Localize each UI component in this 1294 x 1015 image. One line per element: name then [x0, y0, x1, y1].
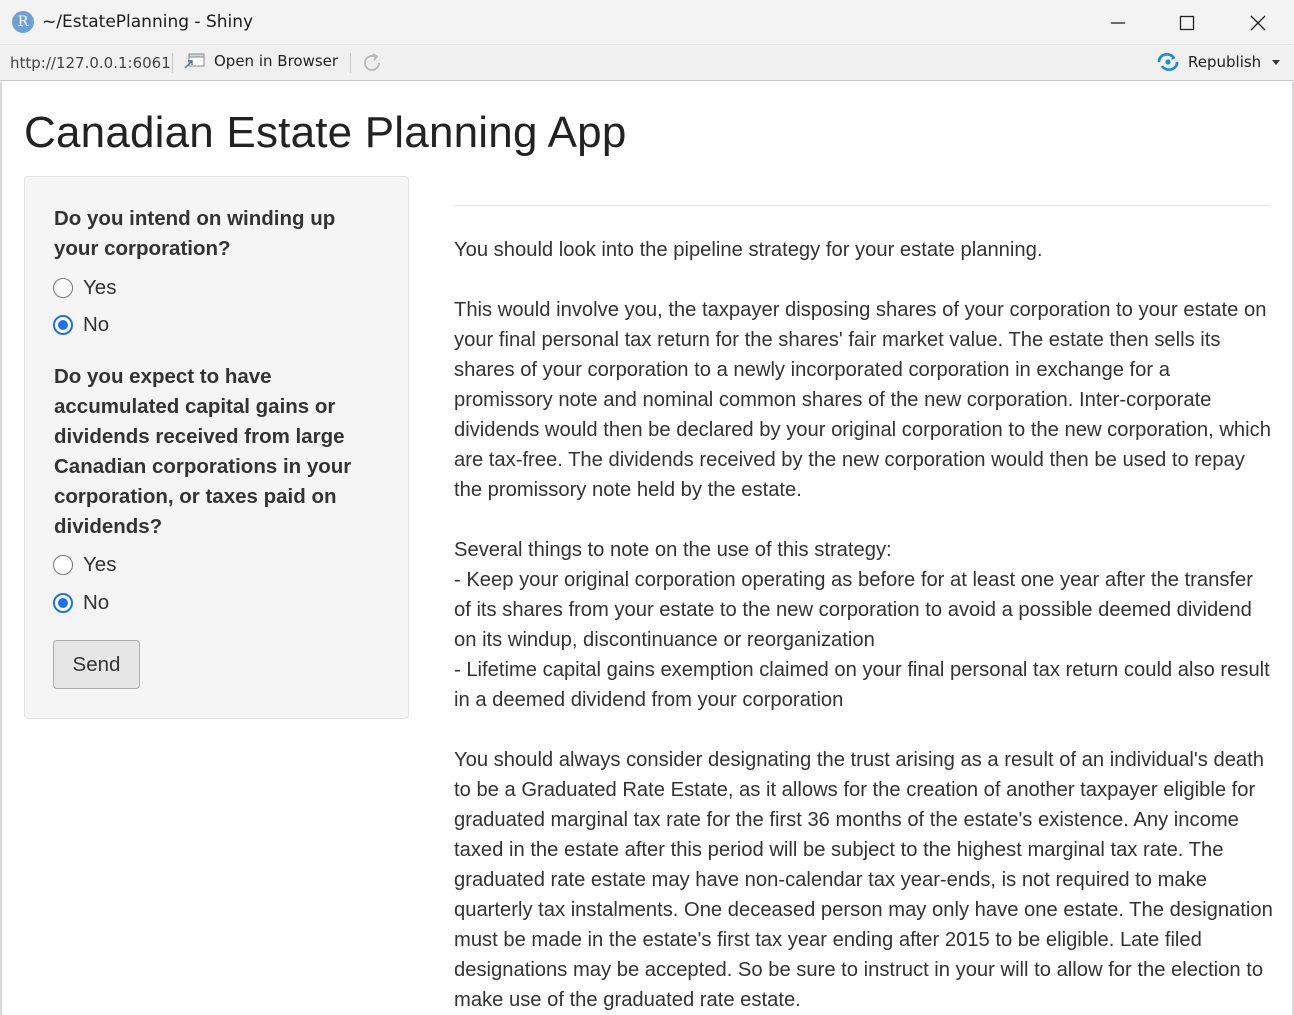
dropdown-caret-icon[interactable]	[1272, 60, 1280, 65]
open-in-browser-button[interactable]	[184, 52, 338, 70]
q1-option-yes[interactable]	[53, 276, 116, 300]
q1-yes-radio[interactable]	[53, 278, 73, 298]
q2-yes-radio[interactable]	[53, 555, 73, 575]
maximize-button[interactable]	[1153, 0, 1221, 45]
question-capital-gains-label: Do you expect to have accumulated capital gains or dividends received from large Canadian corporations in your corporation, or taxes paid on dividends?	[54, 365, 352, 538]
question-winding-up-label: Do you intend on winding up your corporation?	[54, 207, 336, 260]
q2-option-yes[interactable]	[53, 553, 116, 577]
toolbar-divider	[350, 53, 351, 73]
refresh-icon	[360, 51, 384, 75]
close-button[interactable]	[1224, 0, 1292, 45]
refresh-button[interactable]	[360, 51, 384, 79]
close-icon	[1250, 15, 1266, 31]
open-in-browser-label: Open in Browser	[214, 52, 339, 70]
main-divider	[454, 205, 1270, 206]
r-logo-icon: R	[12, 11, 34, 33]
q1-option-no[interactable]	[53, 313, 109, 337]
minimize-icon	[1110, 15, 1126, 31]
recommendation-output: You should look into the pipeline strategy for your estate planning. This would involve you, the taxpayer disposing shares of your corporation to your estate on your final personal tax return for the shares' fair market value. The estate then sells its shares of your corporation to a newly incorporated corporation in exchange for a promissory note and nominal common shares of the new corporation. Inter-corporate dividends would then be declared by your original corporation to the new corporation, which are tax-free. The dividends received by the new corporation would then be used to repay the promissory note held by the estate. Several things to note on the use of this strategy: - Keep your original corporation operating as before for at least one year after the transfer of its shares from your estate to the new corporation to avoid a possible deemed dividend on its windup, discontinuance or reorganization - Lifetime capital gains exemption claimed on your final personal tax return could also result in a deemed dividend from your corporation You should always consider designating the trust arising as a result of an individual's death to be a Graduated Rate Estate, as it allows for the creation of another taxpayer eligible for graduated marginal tax rate for the first 36 months of the estate's existence. Any income taxed in the estate after this period will be subject to the highest marginal tax rate. The graduated rate estate may have non-calendar tax year-ends, is not required to make quarterly tax instalments. One deceased person may only have one estate. The designation must be made in the estate's first tax year ending after 2015 to be eligible. Late filed designations may be accepted. So be sure to instruct in your will to allow for the election to make use of the graduated rate estate.	[454, 239, 1273, 1011]
republish-icon	[1156, 52, 1180, 72]
minimize-button[interactable]	[1084, 0, 1152, 45]
q1-yes-label: Yes	[83, 276, 117, 299]
open-in-browser-icon	[184, 52, 206, 70]
q2-yes-label: Yes	[83, 553, 117, 576]
toolbar-divider	[172, 53, 173, 73]
send-button[interactable]: Send	[53, 640, 140, 689]
viewer-toolbar	[0, 45, 1294, 81]
republish-label: Republish	[1188, 53, 1262, 71]
q2-no-label: No	[83, 591, 110, 614]
window-title: ~/EstatePlanning - Shiny	[42, 12, 254, 32]
window-titlebar	[0, 0, 1294, 45]
url-display: http://127.0.0.1:6061	[10, 54, 171, 72]
page-title: Canadian Estate Planning App	[24, 108, 627, 157]
q2-no-radio[interactable]	[53, 593, 73, 613]
maximize-icon	[1179, 15, 1195, 31]
viewer-left-edge	[0, 82, 2, 1015]
q1-no-radio[interactable]	[53, 315, 73, 335]
republish-button[interactable]	[1156, 52, 1261, 72]
sidebar-panel	[24, 176, 409, 719]
q2-option-no[interactable]	[53, 591, 109, 615]
q1-no-label: No	[83, 313, 110, 336]
